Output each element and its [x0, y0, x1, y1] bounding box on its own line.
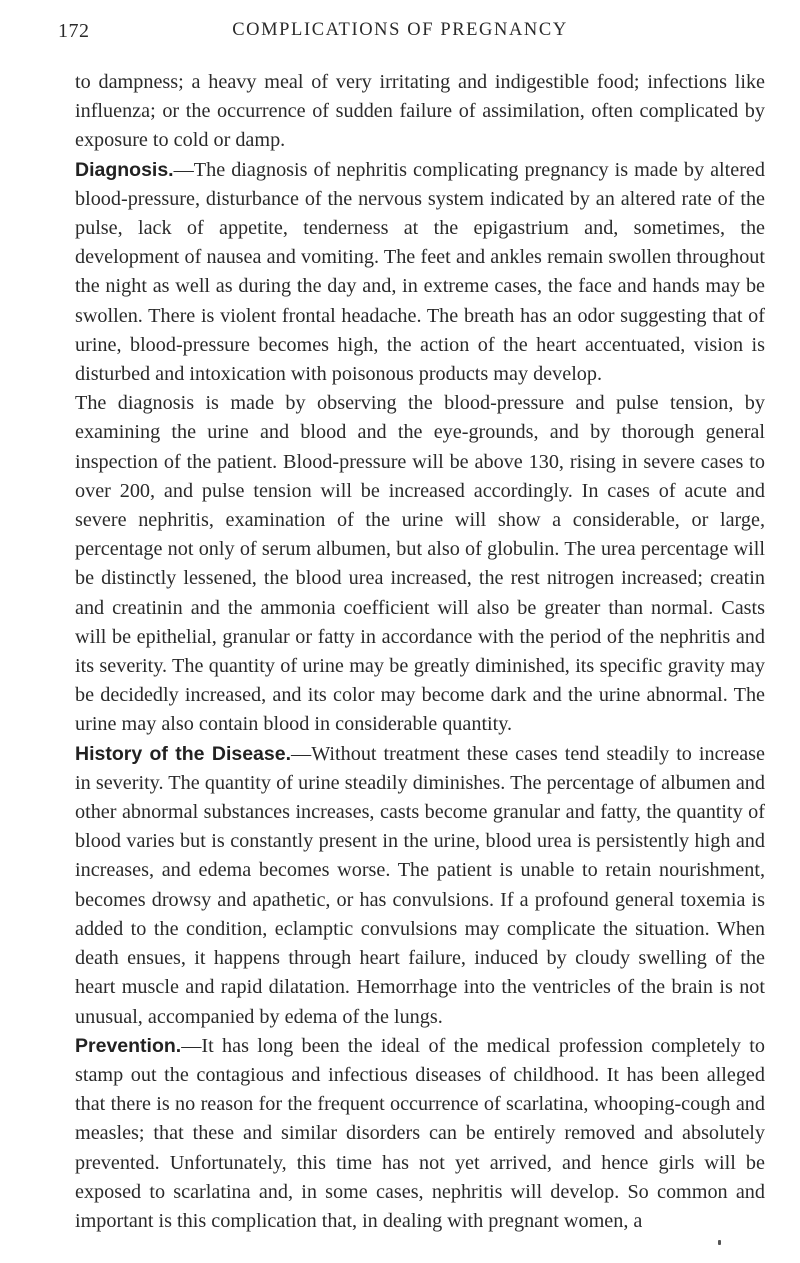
paragraph-text: —It has long been the ideal of the medical profession completely to stamp out the contagious and infectious diseases of childhood. It has been alleged that there is no reason for the frequent occurrence of scarlatina, whooping-cough and measles; that these and similar disorders can be entirely removed and absolutely prevented. Unfortunately, this time has not yet arrived, and hence girls will be exposed to scarlatina and, in some cases, nephritis will develop. So common and important is this complication that, in dealing with pregnant women, a: [75, 1034, 765, 1232]
section-heading-prevention: Prevention.: [75, 1034, 182, 1057]
page-header: [0, 8, 800, 48]
print-speck: [718, 1240, 721, 1245]
paragraph-text: The diagnosis is made by observing the blood-pressure and pulse tension, by examining the urine and blood and the eye-grounds, and by thorough general inspection of the patient. Blood-pressure will be above 130, rising in severe cases to over 200, and pulse tension will be increased accordingly. In cases of acute and severe nephritis, examination of the urine will show a considerable, or large, percentage not only of serum albumen, but also of globulin. The urea percentage will be distinctly lessened, the blood urea increased, the rest nitrogen increased; creatin and creatinin and the ammonia coefficient will also be greater than normal. Casts will be epithelial, granular or fatty in accordance with the period of the nephritis and its severity. The quantity of urine may be greatly diminished, its specific gravity may be decidedly increased, and its color may become dark and the urine abnormal. The urine may also contain blood in considerable quantity.: [75, 392, 765, 736]
paragraph-text: to dampness; a heavy meal of very irritating and indigestible food; infections like influenza; or the occurrence of sudden failure of assimilation, often complicated by exposure to cold or damp.: [75, 71, 765, 152]
paragraph: [75, 156, 765, 390]
paragraph-text: —Without treatment these cases tend steadily to increase in severity. The quantity of urine steadily diminishes. The percentage of albumen and other abnormal substances increases, casts become granular and fatty, the quantity of blood varies but is constantly present in the urine, blood urea is persistently high and increases, and edema becomes worse. The patient is unable to retain nourishment, becomes drowsy and apathetic, or has convulsions. If a profound general toxemia is added to the condition, eclamptic convulsions may complicate the situation. When death ensues, it happens through heart failure, induced by cloudy swelling of the heart muscle and rapid dilatation. Hemorrhage into the ventricles of the brain is not unusual, accompanied by edema of the lungs.: [75, 742, 765, 1028]
paragraph: [75, 1032, 765, 1236]
paragraph: [75, 68, 765, 156]
page-number: 172: [58, 20, 90, 42]
paragraph: [75, 740, 765, 1032]
paragraph: [75, 389, 765, 739]
running-head: COMPLICATIONS OF PREGNANCY: [232, 20, 568, 40]
section-heading-history: History of the Disease.: [75, 742, 291, 765]
paragraph-text: —The diagnosis of nephritis complicating pregnancy is made by altered blood-pressure, disturbance of the nervous system indicated by an altered rate of the pulse, lack of appetite, tenderness at the epigastrium and, sometimes, the development of nausea and vomiting. The feet and ankles remain swollen throughout the night as well as during the day and, in extreme cases, the face and hands may be swollen. There is violent frontal headache. The breath has an odor suggesting that of urine, blood-pressure becomes high, the action of the heart accentuated, vision is disturbed and intoxication with poisonous products may develop.: [75, 158, 765, 386]
body-text: [75, 68, 765, 1236]
section-heading-diagnosis: Diagnosis.: [75, 158, 174, 181]
